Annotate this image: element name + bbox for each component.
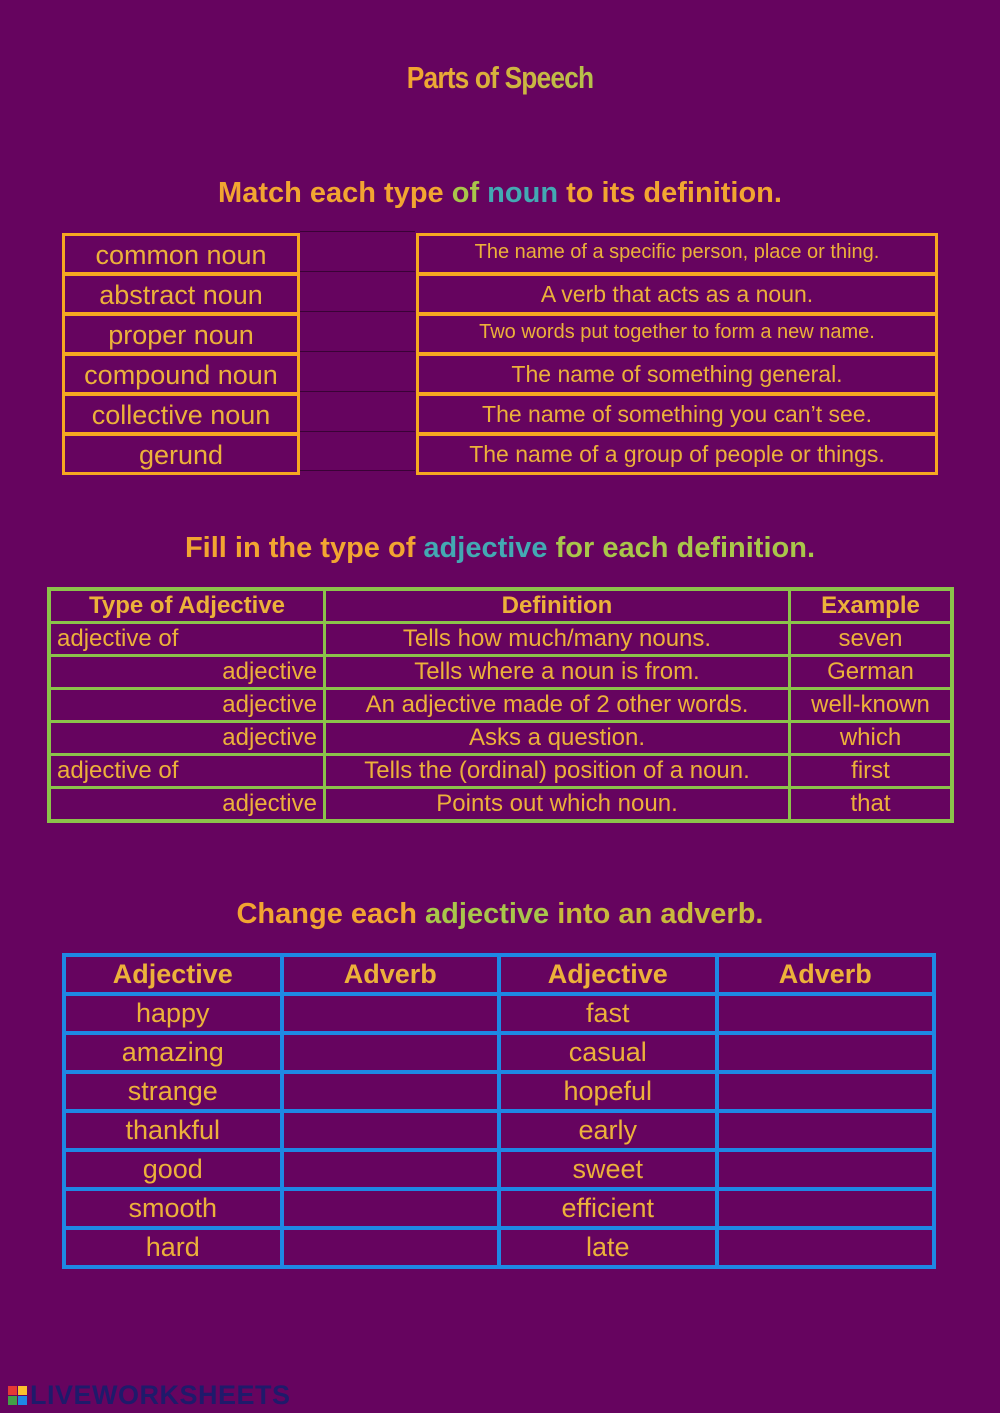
adjective-cell: fast: [499, 994, 717, 1033]
adjective-type-cell[interactable]: adjective: [49, 689, 325, 722]
table-row: [49, 656, 952, 689]
noun-definition[interactable]: A verb that acts as a noun.: [416, 273, 938, 315]
table-row: [49, 788, 952, 822]
adverb-answer-cell[interactable]: [282, 1228, 500, 1267]
adverb-table: [62, 953, 936, 1269]
adjective-table: [47, 587, 954, 823]
match-line: [300, 231, 415, 232]
adjective-cell: hopeful: [499, 1072, 717, 1111]
adverb-answer-cell[interactable]: [282, 994, 500, 1033]
adjective-cell: good: [64, 1150, 282, 1189]
noun-definition[interactable]: The name of a specific person, place or thing.: [416, 233, 938, 275]
definition-cell: Tells how much/many nouns.: [325, 623, 790, 656]
match-line: [300, 391, 415, 392]
match-line: [300, 351, 415, 352]
example-cell: which: [790, 722, 953, 755]
adjective-cell: efficient: [499, 1189, 717, 1228]
adverb-answer-cell[interactable]: [717, 1150, 935, 1189]
section3-heading: Change each adjective into an adverb.: [236, 898, 764, 930]
match-line: [300, 470, 415, 471]
definition-cell: Asks a question.: [325, 722, 790, 755]
column-header: Adjective: [499, 955, 717, 994]
liveworksheets-logo-icon: [8, 1386, 27, 1405]
adverb-answer-cell[interactable]: [717, 1189, 935, 1228]
example-cell: first: [790, 755, 953, 788]
table-row: [64, 1189, 934, 1228]
noun-term[interactable]: compound noun: [62, 353, 300, 395]
noun-term[interactable]: collective noun: [62, 393, 300, 435]
table-row: [64, 1111, 934, 1150]
adjective-cell: amazing: [64, 1033, 282, 1072]
liveworksheets-logo[interactable]: [8, 1380, 291, 1411]
adjective-type-cell[interactable]: adjective of: [49, 623, 325, 656]
table-row: [49, 623, 952, 656]
noun-definition[interactable]: The name of a group of people or things.: [416, 433, 938, 475]
match-line: [300, 311, 415, 312]
adjective-type-cell[interactable]: adjective of: [49, 755, 325, 788]
table-row: [64, 1033, 934, 1072]
noun-definition[interactable]: Two words put together to form a new name.: [416, 313, 938, 355]
column-header: Definition: [325, 589, 790, 623]
table-row: [64, 1150, 934, 1189]
noun-term[interactable]: gerund: [62, 433, 300, 475]
adjective-cell: sweet: [499, 1150, 717, 1189]
column-header: Adjective: [64, 955, 282, 994]
adverb-answer-cell[interactable]: [717, 1072, 935, 1111]
match-line: [300, 431, 415, 432]
adjective-cell: early: [499, 1111, 717, 1150]
table-row: [64, 1228, 934, 1267]
adjective-cell: casual: [499, 1033, 717, 1072]
example-cell: seven: [790, 623, 953, 656]
noun-definition[interactable]: The name of something you can’t see.: [416, 393, 938, 435]
adverb-answer-cell[interactable]: [282, 1033, 500, 1072]
adverb-answer-cell[interactable]: [282, 1111, 500, 1150]
noun-definition[interactable]: The name of something general.: [416, 353, 938, 395]
column-header: Adverb: [717, 955, 935, 994]
noun-term[interactable]: proper noun: [62, 313, 300, 355]
adverb-answer-cell[interactable]: [282, 1150, 500, 1189]
definition-cell: An adjective made of 2 other words.: [325, 689, 790, 722]
adverb-answer-cell[interactable]: [717, 1111, 935, 1150]
adjective-type-cell[interactable]: adjective: [49, 788, 325, 822]
example-cell: that: [790, 788, 953, 822]
adverb-answer-cell[interactable]: [717, 1228, 935, 1267]
adjective-cell: strange: [64, 1072, 282, 1111]
table-row: [49, 689, 952, 722]
noun-term[interactable]: abstract noun: [62, 273, 300, 315]
table-row: [49, 722, 952, 755]
column-header: Adverb: [282, 955, 500, 994]
definition-cell: Points out which noun.: [325, 788, 790, 822]
adjective-cell: smooth: [64, 1189, 282, 1228]
adverb-answer-cell[interactable]: [717, 1033, 935, 1072]
adjective-cell: thankful: [64, 1111, 282, 1150]
column-header: Example: [790, 589, 953, 623]
match-line: [300, 271, 415, 272]
table-row: [64, 1072, 934, 1111]
section1-heading: Match each type of noun to its definition.: [218, 177, 782, 209]
adjective-cell: late: [499, 1228, 717, 1267]
definition-cell: Tells where a noun is from.: [325, 656, 790, 689]
table-header-row: [49, 589, 952, 623]
table-header-row: [64, 955, 934, 994]
column-header: Type of Adjective: [49, 589, 325, 623]
noun-term[interactable]: common noun: [62, 233, 300, 275]
section2-heading: Fill in the type of adjective for each definition.: [184, 532, 816, 564]
example-cell: well-known: [790, 689, 953, 722]
adjective-cell: happy: [64, 994, 282, 1033]
adverb-answer-cell[interactable]: [717, 994, 935, 1033]
adverb-answer-cell[interactable]: [282, 1189, 500, 1228]
adjective-cell: hard: [64, 1228, 282, 1267]
table-row: [64, 994, 934, 1033]
adjective-type-cell[interactable]: adjective: [49, 722, 325, 755]
adjective-type-cell[interactable]: adjective: [49, 656, 325, 689]
example-cell: German: [790, 656, 953, 689]
page-title: Parts of Speech: [75, 60, 925, 96]
definition-cell: Tells the (ordinal) position of a noun.: [325, 755, 790, 788]
table-row: [49, 755, 952, 788]
logo-text: LIVEWORKSHEETS: [30, 1380, 291, 1410]
adverb-answer-cell[interactable]: [282, 1072, 500, 1111]
